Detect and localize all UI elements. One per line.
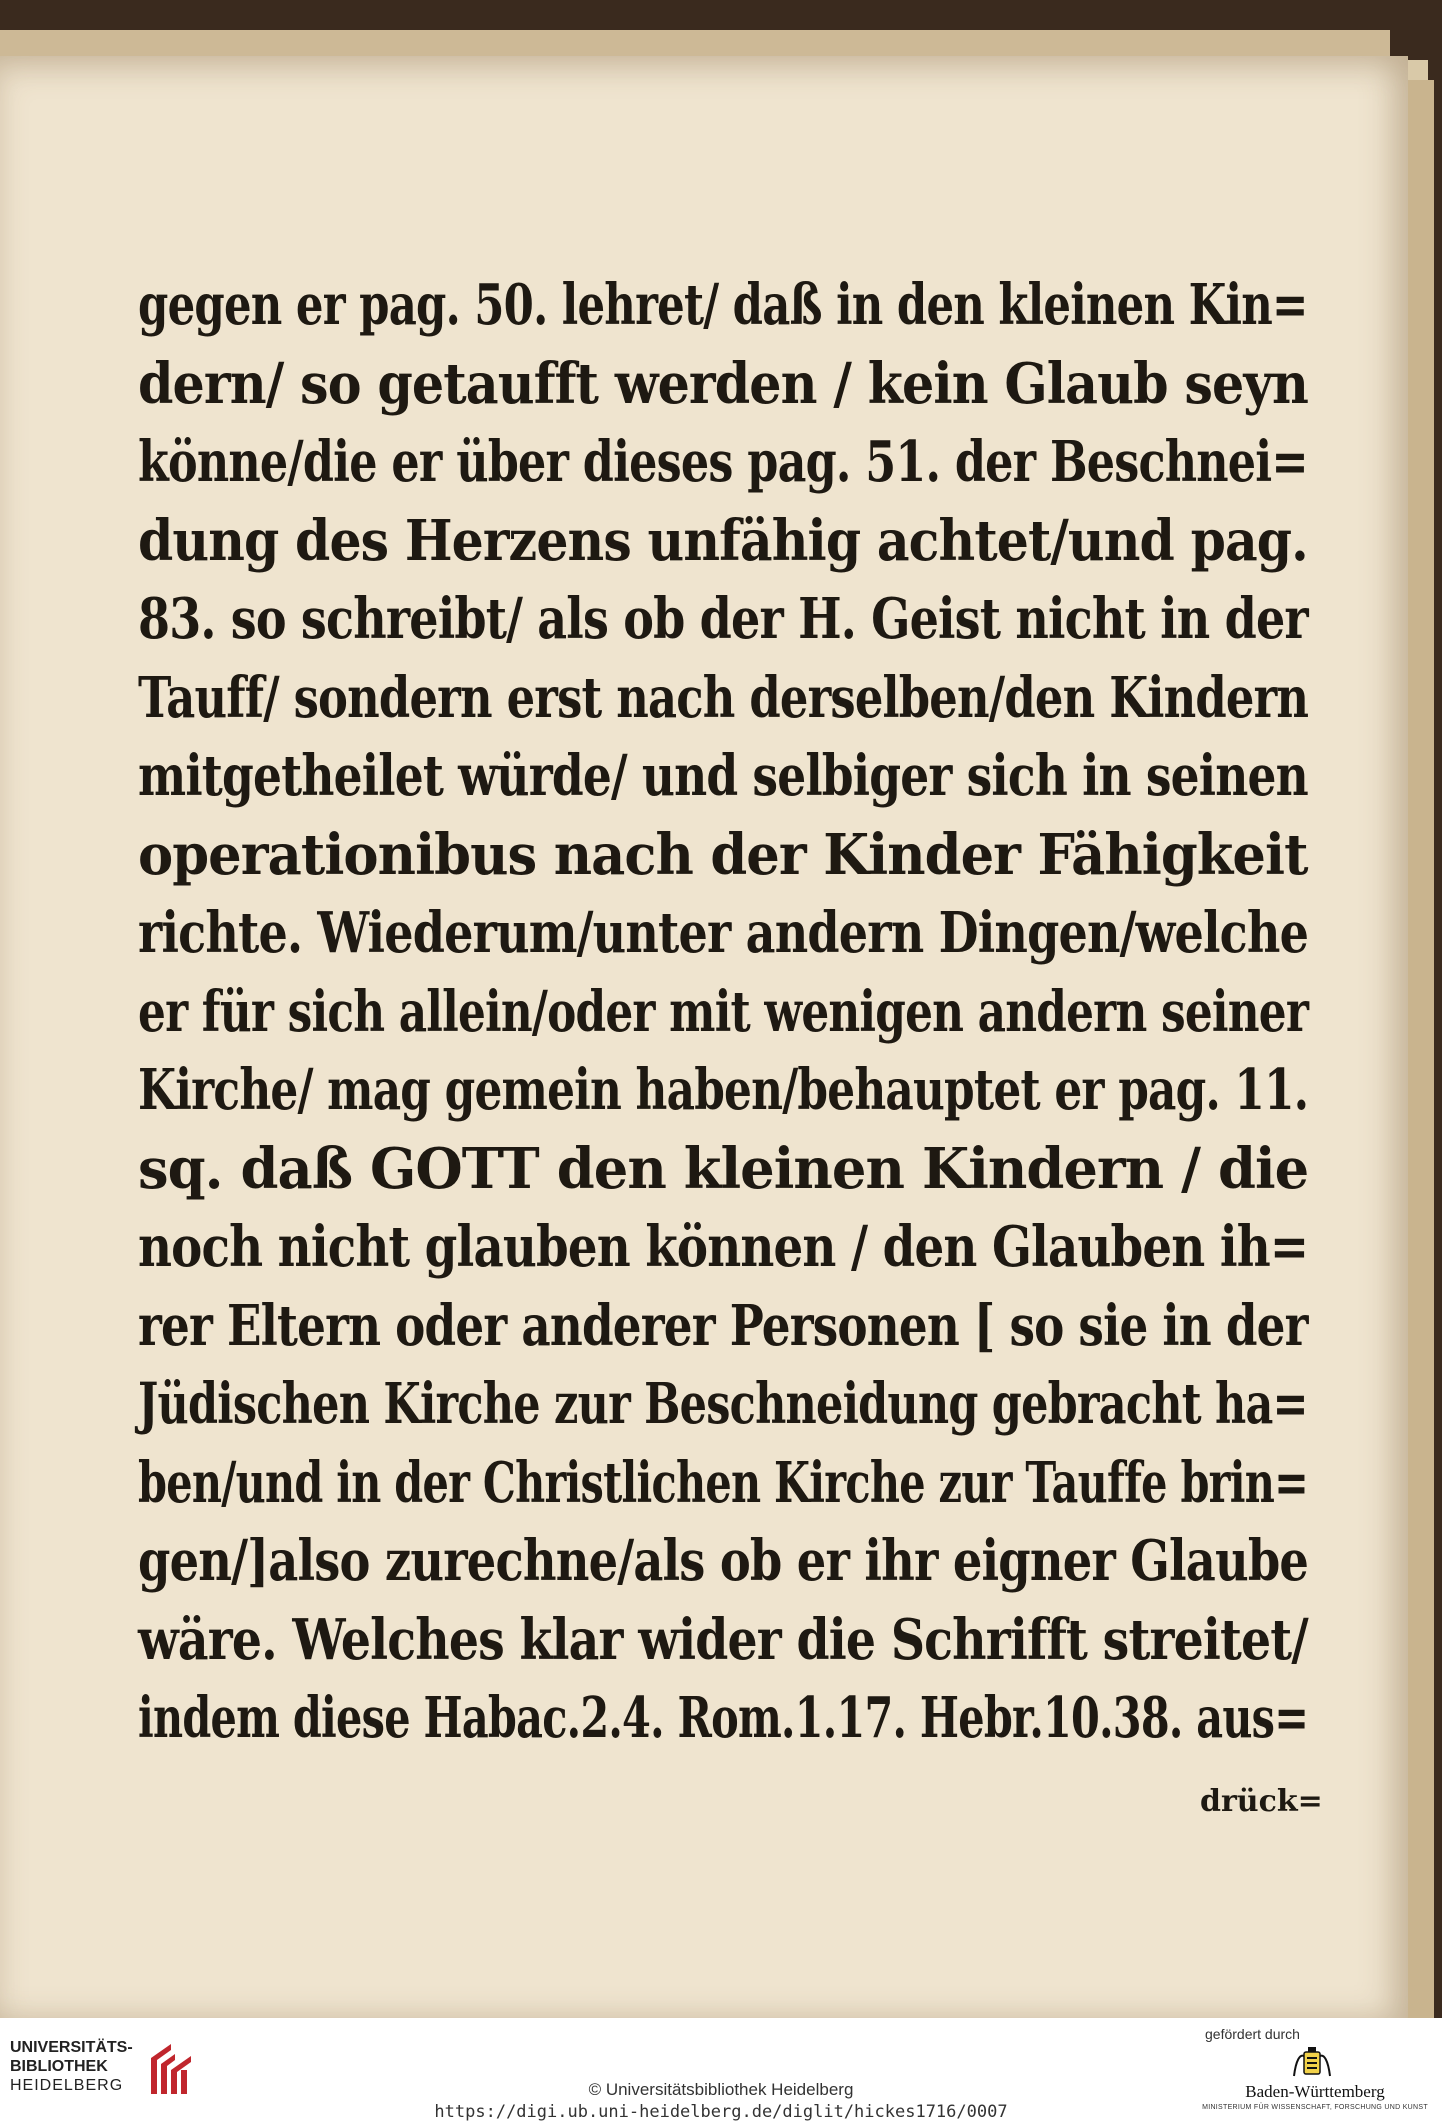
text-line-2: dern/ so getaufft werden / kein Glaub seyn bbox=[138, 350, 1308, 417]
text-line-6: Tauff/ sondern erst nach derselben/den Kindern bbox=[138, 664, 1309, 731]
text-line-11: Kirche/ mag gemein haben/behauptet er pag. 11. bbox=[138, 1057, 1309, 1123]
page-stack-edge-inner bbox=[1404, 80, 1434, 2018]
funded-by-label: gefördert durch bbox=[1205, 2026, 1300, 2042]
text-line-10: er für sich allein/oder mit wenigen andern seiner bbox=[138, 978, 1309, 1045]
text-line-4: dung des Herzens unfähig achtet/und pag. bbox=[138, 507, 1308, 574]
text-line-7: mitgetheilet würde/ und selbiger sich in seinen bbox=[138, 743, 1308, 809]
library-name-line-2: BIBLIOTHEK bbox=[10, 2058, 108, 2075]
sponsor-ministry: MINISTERIUM FÜR WISSENSCHAFT, FORSCHUNG UND KUNST bbox=[1202, 2104, 1428, 2111]
text-line-13: noch nicht glauben können / den Glauben ih= bbox=[138, 1214, 1309, 1280]
catchword: drück= bbox=[1200, 1784, 1323, 1819]
text-line-9: richte. Wiederum/unter andern Dingen/welche bbox=[138, 900, 1309, 966]
text-line-14: rer Eltern oder anderer Personen [ so sie in der bbox=[138, 1292, 1308, 1359]
text-line-1: gegen er pag. 50. lehret/ daß in den kleinen Kin= bbox=[138, 272, 1308, 338]
book-page bbox=[0, 56, 1408, 2018]
text-line-17: gen/]also zurechne/als ob er ihr eigner Glaube bbox=[138, 1528, 1309, 1594]
text-line-19: indem diese Habac.2.4. Rom.1.17. Hebr.10.38. aus= bbox=[138, 1685, 1309, 1751]
text-line-12: sq. daß GOTT den kleinen Kindern / die bbox=[138, 1135, 1309, 1202]
text-line-18: wäre. Welches klar wider die Schrifft streitet/ bbox=[138, 1606, 1308, 1673]
sponsor-name[interactable]: Baden-Württemberg bbox=[1245, 2082, 1385, 2101]
baden-wuerttemberg-coat-of-arms-icon bbox=[1290, 2046, 1334, 2082]
text-line-16: ben/und in der Christlichen Kirche zur Tauffe brin= bbox=[138, 1449, 1309, 1516]
library-name-line-3: HEIDELBERG bbox=[10, 2077, 124, 2094]
text-line-15: Jüdischen Kirche zur Beschneidung gebracht ha= bbox=[138, 1371, 1308, 1437]
viewer-footer bbox=[0, 2018, 1442, 2122]
text-line-3: könne/die er über dieses pag. 51. der Beschnei= bbox=[138, 429, 1308, 495]
document-url-link[interactable]: https://digi.ub.uni-heidelberg.de/diglit/hickes1716/0007 bbox=[434, 2102, 1008, 2122]
copyright-notice: © Universitätsbibliothek Heidelberg bbox=[588, 2080, 854, 2099]
text-line-8: operationibus nach der Kinder Fähigkeit bbox=[138, 821, 1308, 888]
library-name-line-1: UNIVERSITÄTS- bbox=[10, 2039, 133, 2056]
page-text-block bbox=[138, 266, 1308, 1758]
text-line-5: 83. so schreibt/ als ob der H. Geist nicht in der bbox=[138, 586, 1308, 652]
